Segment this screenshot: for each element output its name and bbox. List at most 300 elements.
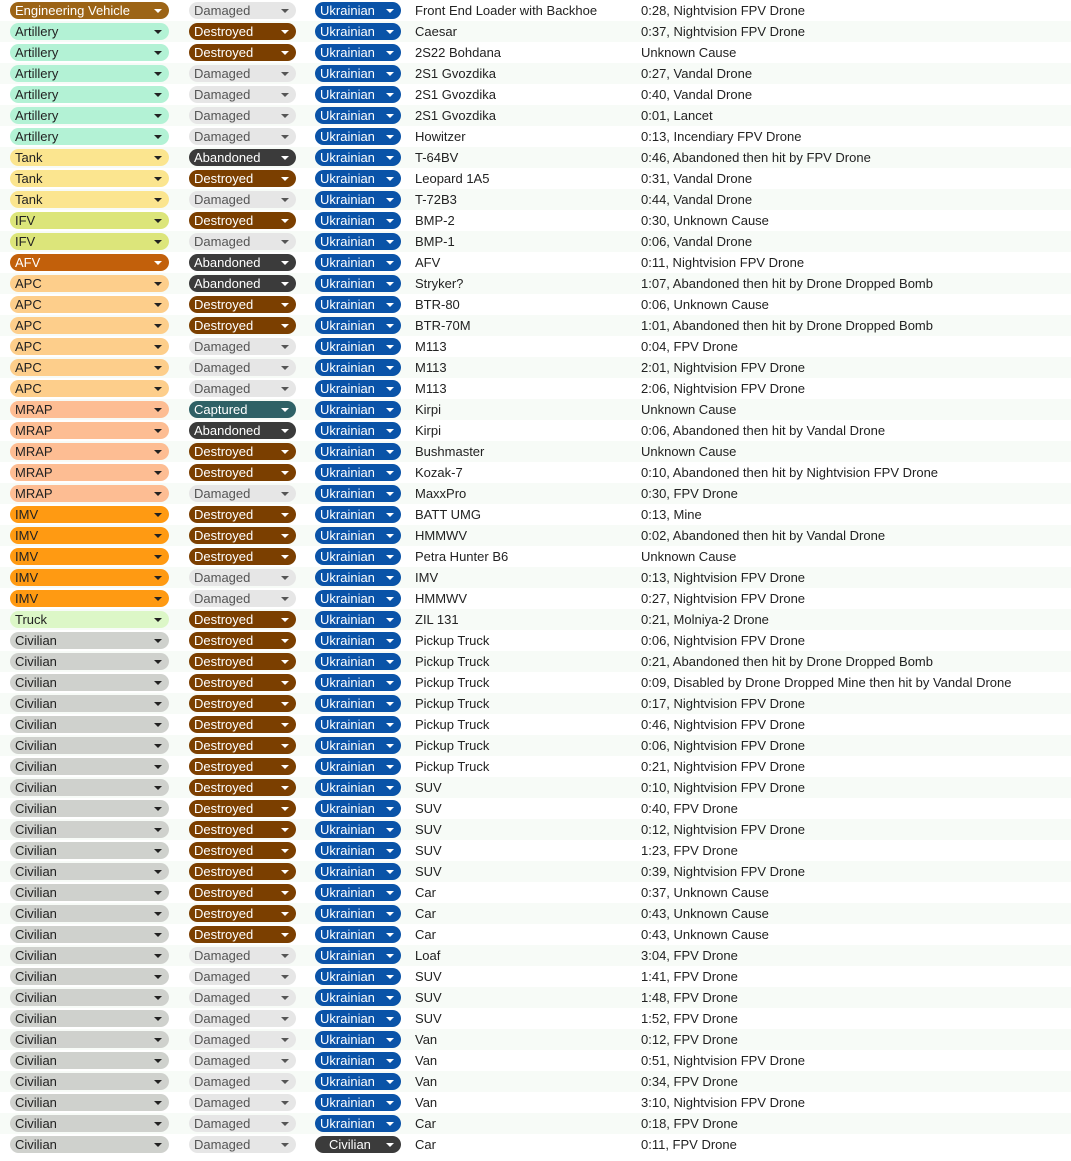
status-label: Abandoned	[194, 423, 261, 438]
chevron-down-icon	[386, 912, 394, 916]
status-dropdown[interactable]	[189, 65, 296, 82]
side-label: Ukrainian	[320, 507, 375, 522]
status-dropdown[interactable]	[189, 1031, 296, 1048]
side-dropdown[interactable]	[315, 947, 401, 964]
vehicle-type-dropdown[interactable]	[10, 338, 169, 355]
vehicle-type-dropdown[interactable]	[10, 1094, 169, 1111]
side-dropdown[interactable]	[315, 506, 401, 523]
status-dropdown[interactable]	[189, 296, 296, 313]
chevron-down-icon	[386, 366, 394, 370]
status-dropdown[interactable]	[189, 632, 296, 649]
vehicle-type-dropdown[interactable]	[10, 863, 169, 880]
table-row	[0, 1113, 1071, 1134]
loss-description: 1:07, Abandoned then hit by Drone Dropped Bomb	[641, 276, 933, 291]
vehicle-type-dropdown[interactable]	[10, 23, 169, 40]
status-dropdown[interactable]	[189, 86, 296, 103]
side-dropdown[interactable]	[315, 212, 401, 229]
chevron-down-icon	[281, 786, 289, 790]
side-label: Ukrainian	[320, 591, 375, 606]
status-dropdown[interactable]	[189, 1136, 296, 1153]
table-row	[0, 126, 1071, 147]
side-label: Ukrainian	[320, 738, 375, 753]
loss-description: 0:12, FPV Drone	[641, 1032, 738, 1047]
vehicle-type-dropdown[interactable]	[10, 1052, 169, 1069]
vehicle-type-dropdown[interactable]	[10, 590, 169, 607]
table-row	[0, 1092, 1071, 1113]
chevron-down-icon	[281, 954, 289, 958]
side-dropdown[interactable]	[315, 611, 401, 628]
chevron-down-icon	[281, 744, 289, 748]
side-dropdown[interactable]	[315, 65, 401, 82]
vehicle-type-label: IMV	[15, 591, 39, 606]
vehicle-model: BTR-70M	[415, 318, 471, 333]
side-label: Ukrainian	[320, 885, 375, 900]
vehicle-type-dropdown[interactable]	[10, 737, 169, 754]
vehicle-type-dropdown[interactable]	[10, 380, 169, 397]
chevron-down-icon	[281, 681, 289, 685]
chevron-down-icon	[281, 891, 289, 895]
vehicle-type-dropdown[interactable]	[10, 296, 169, 313]
status-dropdown[interactable]	[189, 842, 296, 859]
side-dropdown[interactable]	[315, 527, 401, 544]
status-dropdown[interactable]	[189, 275, 296, 292]
vehicle-type-dropdown[interactable]	[10, 254, 169, 271]
status-dropdown[interactable]	[189, 506, 296, 523]
side-dropdown[interactable]	[315, 296, 401, 313]
side-label: Ukrainian	[320, 150, 375, 165]
loss-description: 0:06, Abandoned then hit by Vandal Drone	[641, 423, 886, 438]
status-dropdown[interactable]	[189, 968, 296, 985]
vehicle-type-dropdown[interactable]	[10, 275, 169, 292]
side-label: Ukrainian	[320, 24, 375, 39]
chevron-down-icon	[154, 345, 162, 349]
loss-description: 0:28, Nightvision FPV Drone	[641, 3, 806, 18]
chevron-down-icon	[154, 1080, 162, 1084]
chevron-down-icon	[386, 1101, 394, 1105]
vehicle-type-dropdown[interactable]	[10, 149, 169, 166]
status-dropdown[interactable]	[189, 149, 296, 166]
chevron-down-icon	[281, 72, 289, 76]
vehicle-type-dropdown[interactable]	[10, 401, 169, 418]
side-label: Ukrainian	[320, 360, 375, 375]
status-label: Destroyed	[194, 927, 254, 942]
vehicle-type-dropdown[interactable]	[10, 569, 169, 586]
status-label: Destroyed	[194, 780, 254, 795]
status-dropdown[interactable]	[189, 779, 296, 796]
vehicle-type-dropdown[interactable]	[10, 86, 169, 103]
table-row	[0, 210, 1071, 231]
chevron-down-icon	[281, 492, 289, 496]
side-dropdown[interactable]	[315, 1052, 401, 1069]
status-dropdown[interactable]	[189, 590, 296, 607]
vehicle-type-label: Civilian	[15, 927, 57, 942]
side-dropdown[interactable]	[315, 149, 401, 166]
status-dropdown[interactable]	[189, 191, 296, 208]
vehicle-model: SUV	[415, 969, 442, 984]
status-label: Destroyed	[194, 696, 254, 711]
chevron-down-icon	[281, 723, 289, 727]
vehicle-type-dropdown[interactable]	[10, 821, 169, 838]
side-label: Ukrainian	[320, 423, 375, 438]
side-dropdown[interactable]	[315, 1010, 401, 1027]
loss-description: 0:06, Nightvision FPV Drone	[641, 633, 806, 648]
side-label: Ukrainian	[320, 171, 375, 186]
side-label: Ukrainian	[320, 213, 375, 228]
status-dropdown[interactable]	[189, 800, 296, 817]
vehicle-type-dropdown[interactable]	[10, 44, 169, 61]
table-row	[0, 1029, 1071, 1050]
side-dropdown[interactable]	[315, 170, 401, 187]
side-label: Ukrainian	[320, 129, 375, 144]
chevron-down-icon	[281, 975, 289, 979]
status-label: Damaged	[194, 234, 251, 249]
side-dropdown[interactable]	[315, 23, 401, 40]
status-label: Damaged	[194, 1116, 251, 1131]
vehicle-type-dropdown[interactable]	[10, 611, 169, 628]
status-dropdown[interactable]	[189, 317, 296, 334]
chevron-down-icon	[281, 555, 289, 559]
vehicle-type-dropdown[interactable]	[10, 695, 169, 712]
side-dropdown[interactable]	[315, 338, 401, 355]
vehicle-type-dropdown[interactable]	[10, 716, 169, 733]
status-dropdown[interactable]	[189, 44, 296, 61]
side-dropdown[interactable]	[315, 569, 401, 586]
side-dropdown[interactable]	[315, 758, 401, 775]
table-row	[0, 693, 1071, 714]
status-dropdown[interactable]	[189, 2, 296, 19]
status-dropdown[interactable]	[189, 758, 296, 775]
status-dropdown[interactable]	[189, 989, 296, 1006]
vehicle-type-dropdown[interactable]	[10, 464, 169, 481]
vehicle-type-dropdown[interactable]	[10, 1136, 169, 1153]
vehicle-type-dropdown[interactable]	[10, 1115, 169, 1132]
side-dropdown[interactable]	[315, 359, 401, 376]
side-dropdown[interactable]	[315, 317, 401, 334]
side-dropdown[interactable]	[315, 905, 401, 922]
vehicle-type-label: Civilian	[15, 1032, 57, 1047]
table-row	[0, 273, 1071, 294]
vehicle-type-dropdown[interactable]	[10, 1031, 169, 1048]
vehicle-type-label: Civilian	[15, 1053, 57, 1068]
status-dropdown[interactable]	[189, 926, 296, 943]
vehicle-type-label: Tank	[15, 171, 43, 186]
vehicle-type-dropdown[interactable]	[10, 968, 169, 985]
side-label: Ukrainian	[320, 66, 375, 81]
loss-description: 0:40, FPV Drone	[641, 801, 738, 816]
status-dropdown[interactable]	[189, 464, 296, 481]
status-dropdown[interactable]	[189, 401, 296, 418]
vehicle-type-dropdown[interactable]	[10, 989, 169, 1006]
side-dropdown[interactable]	[315, 44, 401, 61]
status-dropdown[interactable]	[189, 443, 296, 460]
vehicle-type-dropdown[interactable]	[10, 674, 169, 691]
side-dropdown[interactable]	[315, 1031, 401, 1048]
chevron-down-icon	[281, 303, 289, 307]
chevron-down-icon	[386, 702, 394, 706]
vehicle-type-dropdown[interactable]	[10, 758, 169, 775]
loss-description: 0:09, Disabled by Drone Dropped Mine then hit by Vandal Drone	[641, 675, 1012, 690]
vehicle-model: BTR-80	[415, 297, 460, 312]
chevron-down-icon	[386, 891, 394, 895]
side-label: Ukrainian	[320, 339, 375, 354]
loss-description: 0:10, Nightvision FPV Drone	[641, 780, 806, 795]
status-dropdown[interactable]	[189, 527, 296, 544]
vehicle-type-dropdown[interactable]	[10, 800, 169, 817]
status-dropdown[interactable]	[189, 338, 296, 355]
chevron-down-icon	[386, 975, 394, 979]
side-dropdown[interactable]	[315, 842, 401, 859]
chevron-down-icon	[281, 1038, 289, 1042]
vehicle-type-label: AFV	[15, 255, 41, 270]
side-dropdown[interactable]	[315, 779, 401, 796]
side-dropdown[interactable]	[315, 86, 401, 103]
vehicle-type-dropdown[interactable]	[10, 947, 169, 964]
status-dropdown[interactable]	[189, 23, 296, 40]
chevron-down-icon	[154, 723, 162, 727]
status-dropdown[interactable]	[189, 569, 296, 586]
side-dropdown[interactable]	[315, 485, 401, 502]
status-dropdown[interactable]	[189, 653, 296, 670]
vehicle-type-dropdown[interactable]	[10, 212, 169, 229]
side-dropdown[interactable]	[315, 968, 401, 985]
chevron-down-icon	[281, 219, 289, 223]
status-dropdown[interactable]	[189, 674, 296, 691]
loss-description: 0:46, Abandoned then hit by FPV Drone	[641, 150, 871, 165]
table-row	[0, 357, 1071, 378]
side-dropdown[interactable]	[315, 422, 401, 439]
table-row	[0, 945, 1071, 966]
chevron-down-icon	[386, 828, 394, 832]
status-label: Damaged	[194, 948, 251, 963]
side-dropdown[interactable]	[315, 254, 401, 271]
status-dropdown[interactable]	[189, 254, 296, 271]
chevron-down-icon	[386, 345, 394, 349]
side-dropdown[interactable]	[315, 1136, 401, 1153]
status-label: Damaged	[194, 1053, 251, 1068]
table-row	[0, 105, 1071, 126]
vehicle-type-dropdown[interactable]	[10, 422, 169, 439]
chevron-down-icon	[154, 870, 162, 874]
vehicle-model: BMP-2	[415, 213, 455, 228]
table-row	[0, 63, 1071, 84]
chevron-down-icon	[281, 366, 289, 370]
status-label: Destroyed	[194, 213, 254, 228]
vehicle-type-dropdown[interactable]	[10, 842, 169, 859]
side-dropdown[interactable]	[315, 863, 401, 880]
status-dropdown[interactable]	[189, 737, 296, 754]
side-label: Ukrainian	[320, 381, 375, 396]
chevron-down-icon	[154, 471, 162, 475]
status-dropdown[interactable]	[189, 359, 296, 376]
table-row	[0, 336, 1071, 357]
vehicle-type-dropdown[interactable]	[10, 905, 169, 922]
vehicle-model: Kozak-7	[415, 465, 463, 480]
vehicle-type-dropdown[interactable]	[10, 107, 169, 124]
side-dropdown[interactable]	[315, 821, 401, 838]
chevron-down-icon	[386, 639, 394, 643]
chevron-down-icon	[386, 324, 394, 328]
side-dropdown[interactable]	[315, 380, 401, 397]
status-dropdown[interactable]	[189, 611, 296, 628]
side-dropdown[interactable]	[315, 2, 401, 19]
vehicle-model: SUV	[415, 1011, 442, 1026]
status-dropdown[interactable]	[189, 905, 296, 922]
status-dropdown[interactable]	[189, 128, 296, 145]
vehicle-model: SUV	[415, 843, 442, 858]
vehicle-type-dropdown[interactable]	[10, 359, 169, 376]
chevron-down-icon	[386, 744, 394, 748]
side-dropdown[interactable]	[315, 464, 401, 481]
vehicle-type-dropdown[interactable]	[10, 2, 169, 19]
table-row	[0, 651, 1071, 672]
vehicle-model: SUV	[415, 780, 442, 795]
vehicle-type-dropdown[interactable]	[10, 128, 169, 145]
vehicle-type-dropdown[interactable]	[10, 317, 169, 334]
vehicle-type-label: Civilian	[15, 1074, 57, 1089]
status-dropdown[interactable]	[189, 1115, 296, 1132]
vehicle-type-dropdown[interactable]	[10, 548, 169, 565]
side-dropdown[interactable]	[315, 737, 401, 754]
chevron-down-icon	[154, 744, 162, 748]
vehicle-type-dropdown[interactable]	[10, 485, 169, 502]
table-row	[0, 378, 1071, 399]
side-dropdown[interactable]	[315, 1073, 401, 1090]
status-label: Destroyed	[194, 297, 254, 312]
vehicle-type-label: Civilian	[15, 1095, 57, 1110]
vehicle-type-dropdown[interactable]	[10, 443, 169, 460]
side-dropdown[interactable]	[315, 884, 401, 901]
status-dropdown[interactable]	[189, 947, 296, 964]
side-dropdown[interactable]	[315, 632, 401, 649]
status-dropdown[interactable]	[189, 233, 296, 250]
vehicle-type-dropdown[interactable]	[10, 65, 169, 82]
status-dropdown[interactable]	[189, 884, 296, 901]
vehicle-model: MaxxPro	[415, 486, 467, 501]
chevron-down-icon	[386, 807, 394, 811]
status-dropdown[interactable]	[189, 716, 296, 733]
table-row	[0, 189, 1071, 210]
vehicle-type-dropdown[interactable]	[10, 506, 169, 523]
status-label: Destroyed	[194, 318, 254, 333]
side-dropdown[interactable]	[315, 275, 401, 292]
side-label: Ukrainian	[320, 1032, 375, 1047]
chevron-down-icon	[386, 576, 394, 580]
side-dropdown[interactable]	[315, 191, 401, 208]
status-label: Captured	[194, 402, 248, 417]
vehicle-model: T-72B3	[415, 192, 457, 207]
table-row	[0, 882, 1071, 903]
vehicle-type-label: Artillery	[15, 66, 59, 81]
chevron-down-icon	[386, 660, 394, 664]
vehicle-model: IMV	[415, 570, 439, 585]
status-dropdown[interactable]	[189, 1010, 296, 1027]
loss-description: 0:17, Nightvision FPV Drone	[641, 696, 806, 711]
table-row	[0, 630, 1071, 651]
side-dropdown[interactable]	[315, 674, 401, 691]
side-label: Ukrainian	[320, 1074, 375, 1089]
side-dropdown[interactable]	[315, 233, 401, 250]
chevron-down-icon	[386, 849, 394, 853]
side-dropdown[interactable]	[315, 548, 401, 565]
vehicle-type-dropdown[interactable]	[10, 1073, 169, 1090]
loss-description: 1:52, FPV Drone	[641, 1011, 738, 1026]
status-dropdown[interactable]	[189, 380, 296, 397]
vehicle-type-dropdown[interactable]	[10, 191, 169, 208]
status-dropdown[interactable]	[189, 422, 296, 439]
side-dropdown[interactable]	[315, 695, 401, 712]
vehicle-model: 2S22 Bohdana	[415, 45, 502, 60]
table-row	[0, 588, 1071, 609]
table-row	[0, 168, 1071, 189]
status-dropdown[interactable]	[189, 695, 296, 712]
vehicle-type-label: IMV	[15, 570, 39, 585]
side-dropdown[interactable]	[315, 128, 401, 145]
vehicle-type-label: Civilian	[15, 738, 57, 753]
status-dropdown[interactable]	[189, 1073, 296, 1090]
vehicle-type-dropdown[interactable]	[10, 170, 169, 187]
chevron-down-icon	[154, 849, 162, 853]
status-label: Destroyed	[194, 654, 254, 669]
vehicle-type-label: Civilian	[15, 885, 57, 900]
vehicle-model: Car	[415, 1116, 436, 1131]
side-dropdown[interactable]	[315, 716, 401, 733]
loss-description: 0:11, Nightvision FPV Drone	[641, 255, 805, 270]
status-dropdown[interactable]	[189, 548, 296, 565]
vehicle-type-dropdown[interactable]	[10, 632, 169, 649]
status-dropdown[interactable]	[189, 212, 296, 229]
side-dropdown[interactable]	[315, 989, 401, 1006]
chevron-down-icon	[386, 870, 394, 874]
loss-description: 0:13, Incendiary FPV Drone	[641, 129, 802, 144]
vehicle-type-label: APC	[15, 339, 42, 354]
side-dropdown[interactable]	[315, 1115, 401, 1132]
status-label: Damaged	[194, 486, 251, 501]
vehicle-type-dropdown[interactable]	[10, 884, 169, 901]
chevron-down-icon	[154, 240, 162, 244]
status-dropdown[interactable]	[189, 821, 296, 838]
side-dropdown[interactable]	[315, 653, 401, 670]
vehicle-model: Petra Hunter B6	[415, 549, 509, 564]
chevron-down-icon	[386, 513, 394, 517]
vehicle-type-dropdown[interactable]	[10, 233, 169, 250]
side-label: Ukrainian	[320, 969, 375, 984]
status-dropdown[interactable]	[189, 1052, 296, 1069]
side-dropdown[interactable]	[315, 590, 401, 607]
table-row	[0, 567, 1071, 588]
status-dropdown[interactable]	[189, 863, 296, 880]
vehicle-type-dropdown[interactable]	[10, 779, 169, 796]
vehicle-type-dropdown[interactable]	[10, 653, 169, 670]
status-dropdown[interactable]	[189, 485, 296, 502]
status-label: Destroyed	[194, 801, 254, 816]
side-dropdown[interactable]	[315, 926, 401, 943]
side-dropdown[interactable]	[315, 107, 401, 124]
status-dropdown[interactable]	[189, 1094, 296, 1111]
side-label: Ukrainian	[320, 318, 375, 333]
vehicle-type-dropdown[interactable]	[10, 1010, 169, 1027]
status-dropdown[interactable]	[189, 107, 296, 124]
chevron-down-icon	[386, 282, 394, 286]
side-dropdown[interactable]	[315, 800, 401, 817]
chevron-down-icon	[281, 93, 289, 97]
vehicle-type-dropdown[interactable]	[10, 926, 169, 943]
side-dropdown[interactable]	[315, 1094, 401, 1111]
side-dropdown[interactable]	[315, 443, 401, 460]
side-dropdown[interactable]	[315, 401, 401, 418]
status-dropdown[interactable]	[189, 170, 296, 187]
chevron-down-icon	[154, 450, 162, 454]
vehicle-type-dropdown[interactable]	[10, 527, 169, 544]
